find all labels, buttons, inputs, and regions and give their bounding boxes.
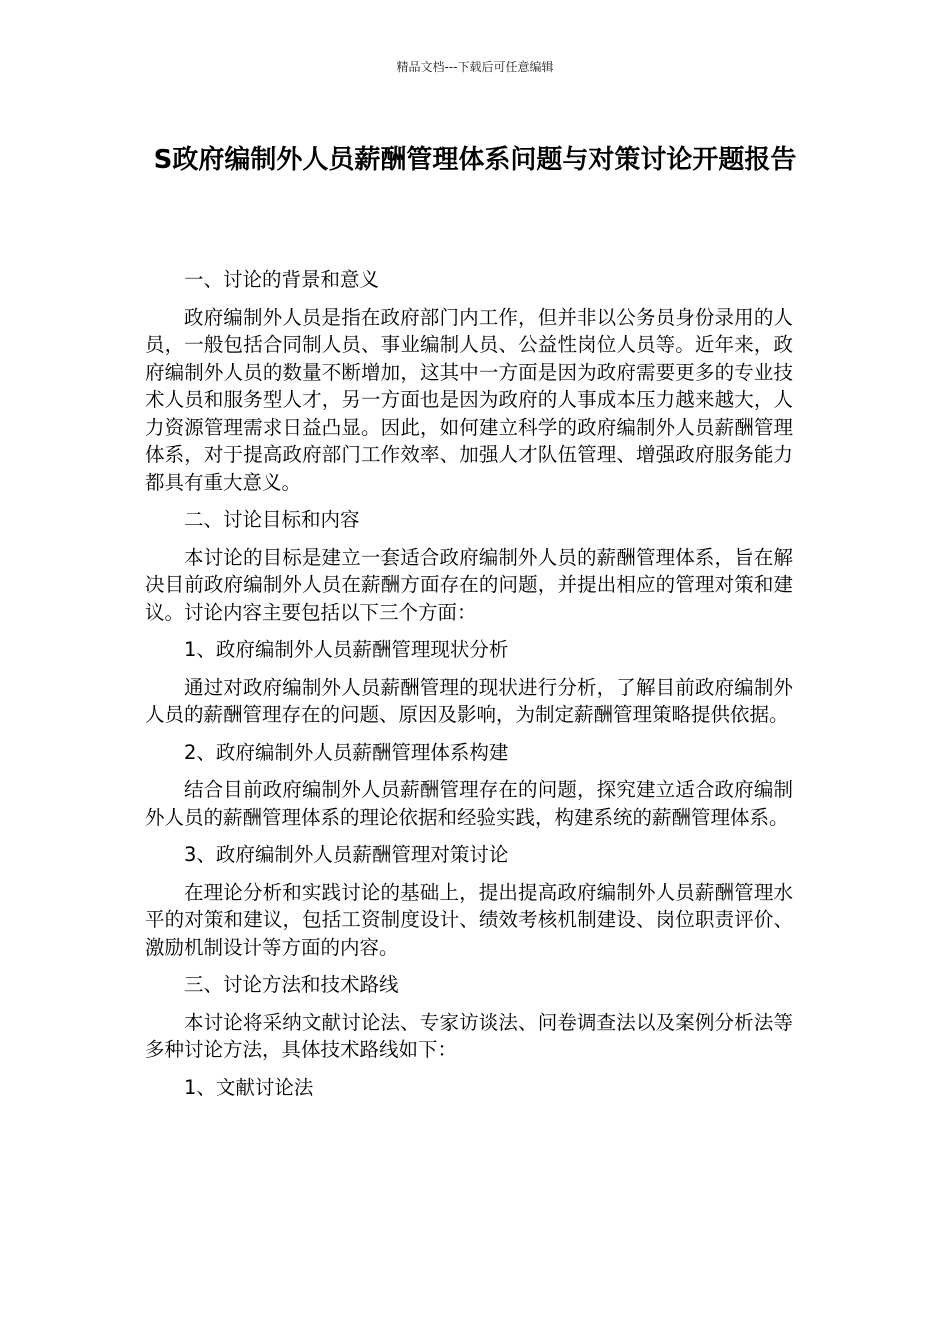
subheading-literature-method: 1、文献讨论法 [184,1075,314,1099]
paragraph-system-construction: 结合目前政府编制外人员薪酬管理存在的问题，探究建立适合政府编制外人员的薪酬管理体系的理论依据和经验实践，构建系统的薪酬管理体系。 [145,778,793,829]
subheading-status-analysis: 1、政府编制外人员薪酬管理现状分析 [184,638,509,661]
paragraph-methods: 本讨论将采纳文献讨论法、专家访谈法、问卷调查法以及案例分析法等多种讨论方法，具体技术路线如下： [145,1010,793,1061]
paragraph-goals: 本讨论的目标是建立一套适合政府编制外人员的薪酬管理体系，旨在解决目前政府编制外人员在薪酬方面存在的问题，并提出相应的管理对策和建议。讨论内容主要包括以下三个方面： [145,545,793,624]
paragraph-background: 政府编制外人员是指在政府部门内工作，但并非以公务员身份录用的人员，一般包括合同制人员、事业编制人员、公益性岗位人员等。近年来，政府编制外人员的数量不断增加，这其中一方面是因为政府需要更多的专业技术人员和服务型人才，另一方面也是因为政府的人事成本压力越来越大，人力资源管理需求日益凸显。因此，如何建立科学的政府编制外人员薪酬管理体系，对于提高政府部门工作效率、加强人才队伍管理、增强政府服务能力都具有重大意义。 [145,305,793,494]
page-title: S政府编制外人员薪酬管理体系问题与对策讨论开题报告 [153,145,797,175]
section-heading-methods: 三、讨论方法和技术路线 [184,973,399,996]
subheading-countermeasures: 3、政府编制外人员薪酬管理对策讨论 [184,843,509,866]
header-note: 精品文档---下载后可任意编辑 [396,60,554,74]
section-heading-goals: 二、讨论目标和内容 [184,508,360,531]
subheading-system-construction: 2、政府编制外人员薪酬管理体系构建 [184,740,509,764]
paragraph-countermeasures: 在理论分析和实践讨论的基础上，提出提高政府编制外人员薪酬管理水平的对策和建议，包括工资制度设计、绩效考核机制建设、岗位职责评价、激励机制设计等方面的内容。 [145,880,793,959]
section-heading-background: 一、讨论的背景和意义 [184,268,380,291]
paragraph-status-analysis: 通过对政府编制外人员薪酬管理的现状进行分析，了解目前政府编制外人员的薪酬管理存在的问题、原因及影响，为制定薪酬管理策略提供依据。 [145,675,793,726]
document-body [145,266,793,1111]
